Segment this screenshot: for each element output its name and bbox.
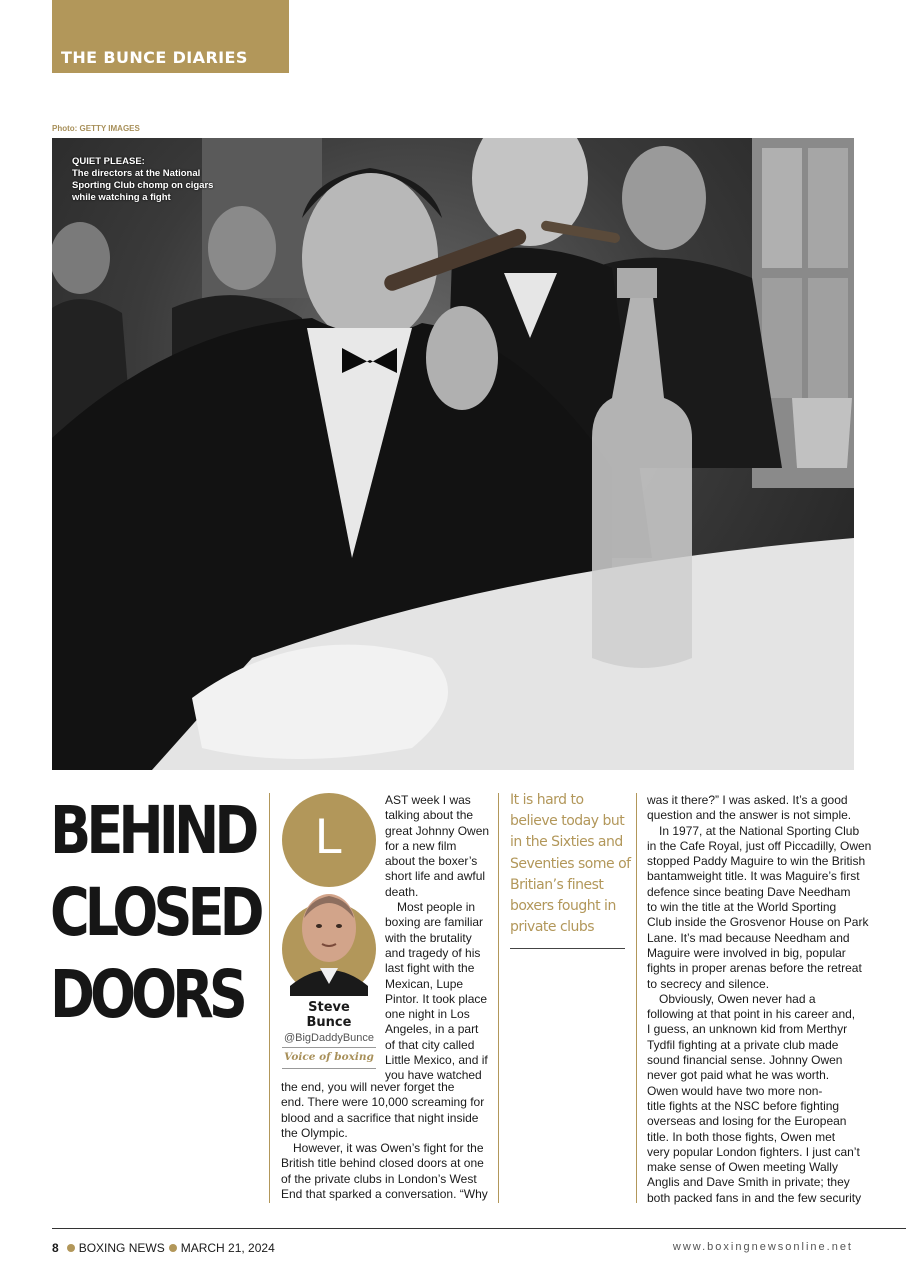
headline [50, 790, 260, 1036]
text-line: end. There were 10,000 screaming for [281, 1095, 485, 1110]
footer-folio [52, 1241, 275, 1255]
pull-quote-line: Britian’s finest [510, 876, 604, 893]
headline-line: DOORS [50, 956, 243, 1033]
author-tagline: Voice of boxing [284, 1051, 374, 1063]
text-line: Pintor. It took place [385, 991, 488, 1006]
text-line: fights in proper arenas before the retreat [647, 961, 862, 976]
text-line: following at that point in his career and, [647, 1007, 856, 1022]
text-line: of that city called [385, 1037, 475, 1052]
text-line: overseas and losing for the European [647, 1114, 847, 1129]
text-line: of the private clubs in London’s West [281, 1171, 477, 1186]
text-line: never got paid what he was worth. [647, 1068, 830, 1083]
text-line: great Johnny Owen [385, 823, 490, 838]
footer-rule [52, 1228, 906, 1229]
text-line: Maguire were involved in big, popular [647, 945, 846, 960]
text-line: short life and awful [385, 869, 486, 884]
text-line: the Olympic. [281, 1125, 348, 1140]
text-line: about the boxer’s [385, 854, 478, 869]
author-divider [282, 1047, 376, 1048]
publication-name: BOXING NEWS [78, 1241, 165, 1255]
text-line: defence since beating Dave Needham [647, 884, 851, 899]
pull-quote-line: private clubs [510, 919, 595, 936]
text-line: question and the answer is not simple. [647, 808, 852, 823]
bullet-dot-icon [169, 1244, 177, 1252]
text-line: to secrecy and silence. [647, 976, 770, 991]
text-line: blood and a sacrifice that night inside [281, 1110, 479, 1125]
column-divider [636, 793, 637, 1203]
text-line: stopped Paddy Maguire to win the British [647, 854, 866, 869]
text-line: very popular London fighters. I just can’t [647, 1144, 860, 1159]
text-line: Lane. It’s mad because Needham and [647, 930, 850, 945]
photo-illustration [52, 138, 854, 770]
column-divider [269, 793, 270, 1203]
photo-caption-text: The directors at the National Sporting Club chomp on cigars while watching a fight [72, 168, 214, 203]
author-photo [282, 878, 376, 996]
text-line: boxing are familiar [385, 915, 484, 930]
author-first-name: Steve [308, 1000, 350, 1015]
article-column-1-top [385, 793, 495, 1084]
headline-line: CLOSED [50, 874, 260, 951]
text-line: for a new film [385, 838, 457, 853]
author-divider [282, 1068, 376, 1069]
text-line: sound financial sense. Johnny Owen [647, 1053, 843, 1068]
text-line: Most people in [397, 900, 476, 915]
text-line: to win the title at the World Sporting [647, 900, 837, 915]
pull-quote-line: It is hard to [510, 792, 584, 808]
text-line: Mexican, Lupe [385, 976, 464, 991]
drop-cap [282, 793, 376, 887]
bullet-dot-icon [67, 1244, 75, 1252]
article-column-1-bottom [281, 1080, 495, 1202]
text-line: last fight with the [385, 961, 475, 976]
author-handle: @BigDaddyBunce [283, 1032, 375, 1044]
text-line: was it there?” I was asked. It’s a good [647, 793, 848, 807]
headline-line: BEHIND [50, 792, 255, 869]
page-number: 8 [52, 1241, 59, 1255]
photo-credit: Photo: GETTY IMAGES [52, 124, 140, 133]
feature-photo [52, 138, 854, 770]
text-line: Club inside the Grosvenor House on Park [647, 915, 869, 930]
text-line: Tydfil fighting at a private club made [647, 1037, 839, 1052]
photo-caption-lead: QUIET PLEASE: [72, 156, 145, 167]
text-line: you have watched [385, 1068, 482, 1083]
website-url[interactable]: www.boxingnewsonline.net [672, 1241, 853, 1253]
text-line: with the brutality [385, 930, 472, 945]
text-line: talking about the [385, 808, 474, 823]
text-line: In 1977, at the National Sporting Club [659, 823, 860, 838]
pull-quote-line: in the Sixties and [510, 834, 623, 851]
text-line: one night in Los [385, 1007, 470, 1022]
text-line: Anglis and Dave Smith in private; they [647, 1175, 850, 1190]
section-tab-label: THE BUNCE DIARIES [61, 48, 248, 67]
text-line: both packed fans in and the few security [647, 1190, 862, 1205]
text-line: I guess, an unknown kid from Merthyr [647, 1022, 848, 1037]
text-line: in the Cafe Royal, just off Piccadilly, Owen [647, 838, 872, 853]
text-line: and tragedy of his [385, 945, 481, 960]
author-last-name: Bunce [306, 1015, 352, 1030]
section-tab [52, 0, 289, 73]
text-line: Owen would have two more non- [647, 1083, 823, 1098]
issue-date: MARCH 21, 2024 [180, 1241, 275, 1255]
pull-quote-rule [510, 948, 625, 949]
text-line: British title behind closed doors at one [281, 1156, 484, 1171]
text-line: Angeles, in a part [385, 1022, 479, 1037]
text-line: death. [385, 884, 419, 899]
text-line: make sense of Owen meeting Wally [647, 1160, 838, 1175]
text-line: Obviously, Owen never had a [659, 991, 816, 1006]
text-line: Little Mexico, and if [385, 1053, 488, 1068]
text-line: However, it was Owen’s fight for the [293, 1141, 484, 1156]
author-name [282, 1000, 376, 1030]
text-line: title fights at the NSC before fighting [647, 1098, 840, 1113]
column-divider [498, 793, 499, 1203]
text-line: title. In both those fights, Owen met [647, 1129, 836, 1144]
article-column-3 [647, 793, 872, 1206]
pull-quote-line: believe today but [510, 813, 625, 830]
text-line: bantamweight title. It was Maguire’s first [647, 869, 860, 884]
text-line: AST week I was [385, 793, 471, 807]
pull-quote-line: boxers fought in [510, 898, 616, 915]
text-line: End that sparked a conversation. “Why [281, 1187, 488, 1202]
text-line: the end, you will never forget the [281, 1080, 455, 1094]
pull-quote-line: Seventies some of [510, 855, 631, 872]
photo-caption [72, 156, 232, 204]
drop-cap-letter: L [315, 808, 343, 864]
pull-quote [510, 790, 631, 938]
